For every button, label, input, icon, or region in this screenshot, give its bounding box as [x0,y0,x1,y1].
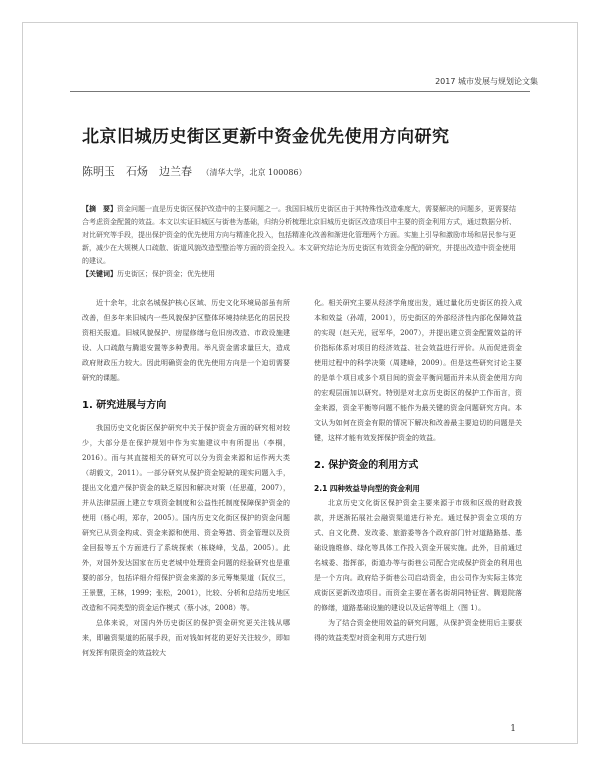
running-header: 2017 城市发展与规划论文集 [435,77,538,86]
abstract-paragraph [82,203,520,268]
paper-title: 北京旧城历史街区更新中资金优先使用方向研究 [82,127,450,147]
header-rule [70,91,530,92]
keywords-label: 【关键词】 [82,270,117,278]
page-number: 1 [510,724,516,734]
section-2-1-paragraph-1: 北京历史文化街区保护资金主要来源于市级和区级的财政拨款，并逐渐拓展社会融资渠道进行补充。通过保护资金立项的方式、自文化费、发改委、旅游委等各个政府部门针对道路路基、基础设施维修、绿化等具体工作投入资金开展实施。此外，目前通过名城委、指挥部，街道办等与街巷公司配合完成保护资金的利用也是一个方向。政府给予街巷公司启动资金，由公司作为实际主体完成街区更新改造项目。而资金主要在著名街胡同特征营、腾退院落的修缮，道路基础设施的建设以及运营等组上（图 1）。 [314,499,522,612]
intro-paragraph: 近十余年，北京名城保护核心区域、历史文化环境局部虽有所改善，但多年来旧城内一些风貌保护区整体环境持续恶化的居民投资相关报道。旧城风貌保护、房屋修缮与危旧房改造、市政设施建设、人口疏散与腾退安置等多种费用。举凡资金需求量巨大，造成政府财政压力较大。因此明确资金的优先使用方向是一个迫切需要研究的课题。 [82,299,290,382]
author-line [82,163,522,179]
author-affiliation: （清华大学，北京 100086） [201,168,307,177]
abstract-label: 【摘 要】 [82,205,117,213]
keywords-paragraph [82,268,520,281]
right-column [314,296,522,646]
abstract-text: 资金问题一直是历史街区保护改造中的主要问题之一。我国旧城历史街区由于其特殊性改造难度大，需要解决的问题多，更需要结合考虑资金配置的效益。本文以实证旧城区与街巷为基础，归纳分析梳理北京旧城历史街区改造项目中主要的资金利用方式，通过数据分析、对比研究等手段，提出保护资金的优先使用方向与精准化投入，包括精准化改善和渐进化管理两个方面。实施上引导和激励市场和居民参与更新，减少在大规模人口疏散、街道风貌改造型整治等方面的资金投入。本文研究结论为历史街区有效资金分配的研究，并提出改造中资金使用的建议。 [82,205,516,265]
left-column [82,296,290,661]
author-names: 陈明玉 石炀 边兰春 [82,165,192,178]
section-1-paragraph-1: 我国历史文化街区保护研究中关于保护资金方面的研究相对较少，大部分是在保护规划中作为实施建议中有所提出（李桐，2016）。而与其直接相关的研究可以分为资金来源和运作两大类（胡毅文，2011）。一部分研究从保护资金短缺的现实问题入手，提出文化遗产保护资金的缺乏原因和解决对策（任思蕴，2007），并从法律层面上建立专项资金制度和公益性托制度保障保护资金的使用（杨心明，郑存，2005）。国内历史文化街区保护的资金问题研究已从资金构成、资金来源和使用、资金筹措、资金管理以及资金回报等五个方面进行了系统探索（栋晓峰，戈晶，2005）。此外，对国外发达国家在历史老城中处理资金问题的经验研究也是重要的部分，包括详细介绍保护资金来源的多元筹集渠道（阮仪三，王景慧，王林，1999；张松，2001），比较、分析和总结历史地区改造和不同类型的资金运作模式（蔡小冰，2008）等。 [82,424,290,612]
section-2-1-heading: 2.1 四种效益导向型的资金利用 [314,484,420,493]
section-2-1-paragraph-2: 为了结合资金使用效益的研究问题，从保护资金使用后主要获得的效益类型对资金利用方式进行划 [314,619,522,642]
section-2-heading: 2. 保护资金的利用方式 [314,460,419,471]
section-1-paragraph-2: 总体来说，对国内外历史街区的保护资金研究更关注钱从哪来，即融资渠道的拓展手段，而对钱如何花的更好关注较少，即如何发挥有限资金的效益较大 [82,619,290,657]
abstract-block [82,203,520,281]
section-1-heading: 1. 研究进展与方向 [82,400,167,411]
continued-paragraph: 化。相关研究主要从经济学角度出发，通过量化历史街区的投入成本和效益（孙靖，2001），历史街区的外部经济性内部化保障效益的实现（赵天光，冠军华，2007），并提出建立资金配置效益的评价指标体系对项目的经济效益、社会效益进行评价。从而促进资金使用过程中的科学决策（周建峰，2009）。但是这些研究讨论主要的是单个项目或多个项目间的资金平衡问题而并未从资金使用方向的宏观层面加以研究。特别是对北京历史街区的保护工作而言，资金来源，资金平衡等问题不能作为最关键的资金问题研究方向。本文认为如何在资金有限的情况下解决和改善最主要迫切的问题是关键，这样才能有效发挥保护资金的效益。 [314,299,522,442]
keywords-text: 历史街区；保护资金；优先使用 [117,270,215,278]
